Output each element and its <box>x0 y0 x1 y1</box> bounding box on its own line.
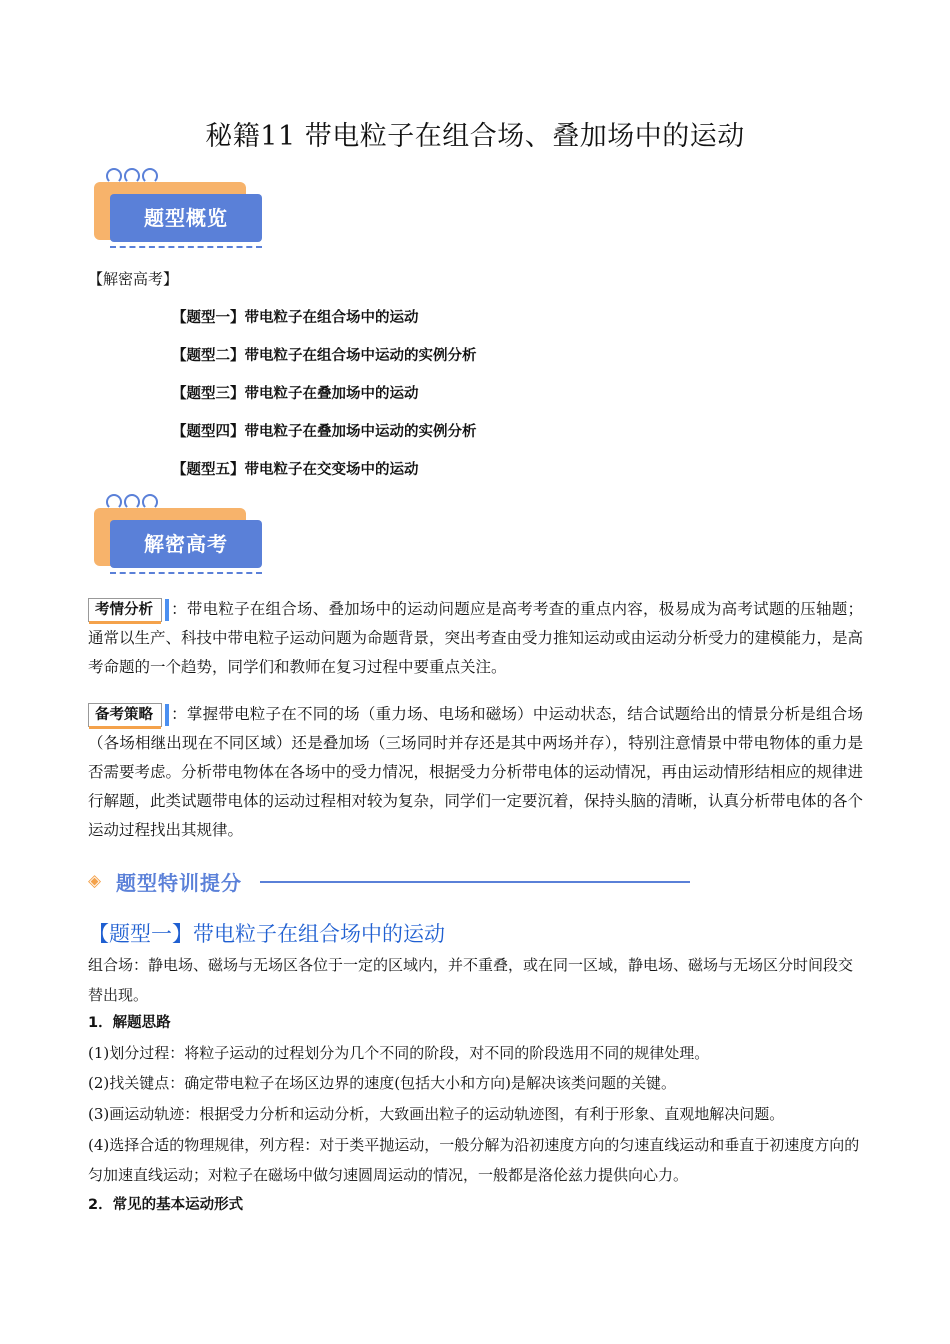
decode-banner <box>92 498 270 578</box>
topic1-intro: 组合场：静电场、磁场与无场区各位于一定的区域内，并不重叠，或在同一区域，静电场、磁场与无场区分时间段交替出现。 <box>88 956 854 1004</box>
step-1: (1)划分过程：将粒子运动的过程划分为几个不同的阶段，对不同的阶段选用不同的规律处理。 <box>88 1044 710 1062</box>
diamond-icon: ◈ <box>88 871 102 891</box>
toc-item-3: 【题型三】带电粒子在叠加场中的运动 <box>172 386 419 402</box>
strategy-tag: 备考策略 <box>88 703 162 727</box>
toc-item-2: 【题型二】带电粒子在组合场中运动的实例分析 <box>172 348 477 364</box>
practice-header <box>88 867 698 897</box>
decode-banner-label: 解密高考 <box>110 520 262 568</box>
banner-dash-line <box>110 572 262 574</box>
overview-banner <box>92 172 270 252</box>
step-3: (3)画运动轨迹：根据受力分析和运动分析，大致画出粒子的运动轨迹图，有利于形象、直观地解决问题。 <box>88 1105 785 1123</box>
step-2: (2)找关键点：确定带电粒子在场区边界的速度(包括大小和方向)是解决该类问题的关键。 <box>88 1074 676 1092</box>
page-title: 秘籍11 带电粒子在组合场、叠加场中的运动 <box>205 121 745 152</box>
analysis-paragraph <box>88 595 863 682</box>
topic1-heading: 【题型一】带电粒子在组合场中的运动 <box>88 922 445 946</box>
step-4: (4)选择合适的物理规律，列方程：对于类平抛运动，一般分解为沿初速度方向的匀速直线运动和垂直于初速度方向的匀加速直线运动；对粒子在磁场中做匀速圆周运动的情况，一般都是洛伦兹力提供向心力。 <box>88 1136 860 1184</box>
analysis-text: ：带电粒子在组合场、叠加场中的运动问题应是高考考查的重点内容，极易成为高考试题的压轴题；通常以生产、科技中带电粒子运动问题为命题背景，突出考查由受力推知运动或由运动分析受力的建模能力，是高考命题的一个趋势，同学们和教师在复习过程中要重点关注。 <box>88 600 864 676</box>
banner-dash-line <box>110 246 262 248</box>
analysis-tag: 考情分析 <box>88 598 162 622</box>
rings-icon <box>106 494 160 514</box>
overview-banner-label: 题型概览 <box>110 194 262 242</box>
strategy-text: ：掌握带电粒子在不同的场（重力场、电场和磁场）中运动状态，结合试题给出的情景分析是组合场（各场相继出现在不同区域）还是叠加场（三场同时并存还是其中两场并存），特别注意情景中带电物体的重力是否需要考虑。分析带电物体在各场中的受力情况，根据受力分析带电体的运动情况，再由运动情形结相应的规律进行解题，此类试题带电体的运动过程相对较为复杂，同学们一定要沉着，保持头脑的清晰，认真分析带电体的各个运动过程找出其规律。 <box>88 705 864 839</box>
toc-item-5: 【题型五】带电粒子在交变场中的运动 <box>172 462 419 478</box>
rings-icon <box>106 168 160 188</box>
step2-title: 2．常见的基本运动形式 <box>88 1197 244 1213</box>
strategy-paragraph <box>88 700 863 845</box>
toc-item-4: 【题型四】带电粒子在叠加场中运动的实例分析 <box>172 424 477 440</box>
step1-title: 1．解题思路 <box>88 1015 171 1031</box>
practice-header-line <box>260 881 690 883</box>
section-label: 【解密高考】 <box>88 270 179 288</box>
practice-header-title: 题型特训提分 <box>116 871 242 895</box>
toc-item-1: 【题型一】带电粒子在组合场中的运动 <box>172 310 419 326</box>
